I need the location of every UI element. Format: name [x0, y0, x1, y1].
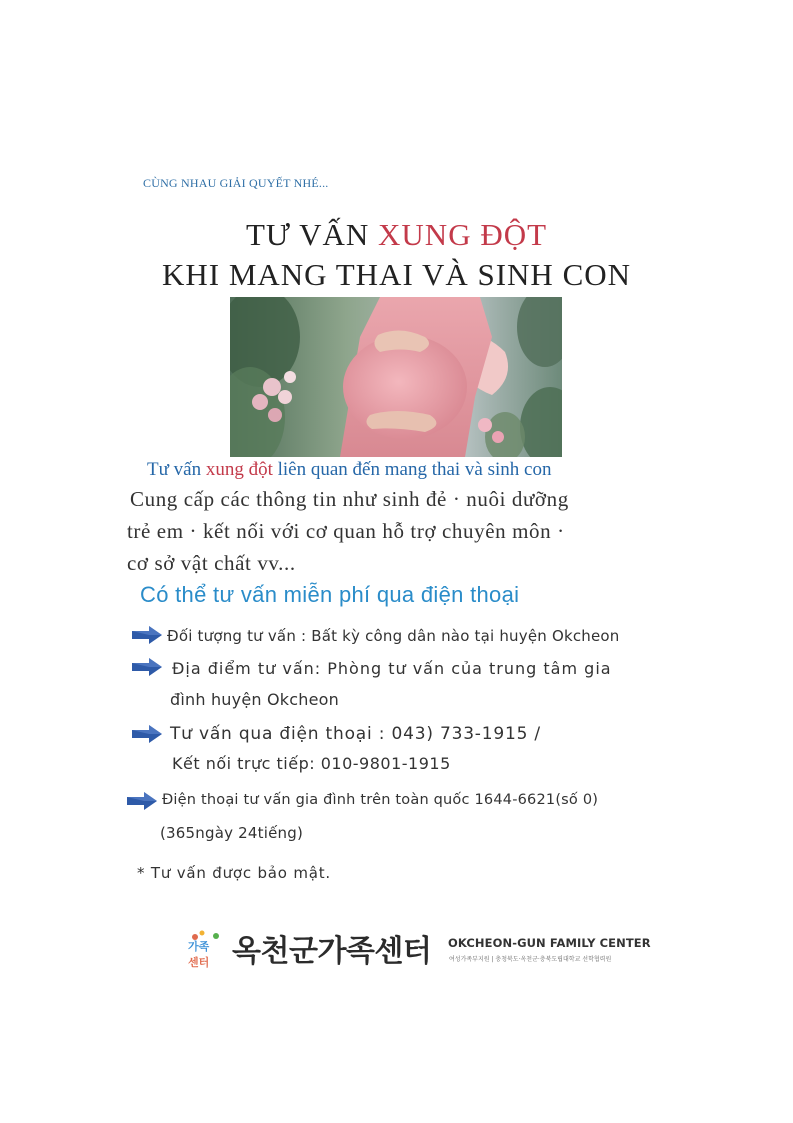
detail-location-line2: đình huyện Okcheon — [170, 690, 339, 709]
pregnant-woman-photo — [230, 297, 562, 457]
subhead-accent: xung đột — [205, 459, 273, 480]
detail-national-line2: (365ngày 24tiếng) — [160, 824, 303, 842]
title-line-1 — [0, 217, 793, 253]
detail-phone-line2: Kết nối trực tiếp: 010-9801-1915 — [172, 754, 451, 773]
body-line-1: Cung cấp các thông tin như sinh đẻ · nuôi dưỡng — [130, 487, 569, 511]
detail-phone-line1: Tư vấn qua điện thoại : 043) 733-1915 / — [170, 724, 541, 744]
title-part1: TƯ VẤN — [245, 217, 379, 252]
logo-korean-name: 옥천군가족센터 — [232, 934, 432, 969]
arrow-right-icon — [132, 725, 162, 747]
free-consultation-notice: Có thể tư vấn miễn phí qua điện thoại — [140, 582, 520, 607]
subhead-part2: liên quan đến mang thai và sinh con — [272, 459, 552, 480]
subhead-part1: Tư vấn — [147, 459, 206, 480]
title-line-2: KHI MANG THAI VÀ SINH CON — [161, 257, 632, 292]
body-line-2: trẻ em · kết nối với cơ quan hỗ trợ chuyên môn · — [127, 519, 565, 543]
logo-icon-text-top: 가족 — [188, 940, 210, 953]
logo-english-name: OKCHEON-GUN FAMILY CENTER — [448, 936, 651, 950]
detail-national-line1: Điện thoại tư vấn gia đình trên toàn quốc 1644-6621(số 0) — [162, 792, 599, 808]
logo-subtitle: 여성가족부지원 | 충청북도·옥천군·충북도립대학교 선학협력원 — [449, 956, 612, 963]
family-center-logo-icon — [185, 928, 227, 970]
detail-target: Đối tượng tư vấn : Bất kỳ công dân nào tại huyện Okcheon — [167, 627, 620, 645]
logo-icon-text-bottom: 센터 — [188, 956, 210, 969]
arrow-right-icon — [127, 792, 157, 814]
arrow-right-icon — [132, 658, 162, 680]
arrow-right-icon — [132, 626, 162, 648]
eyebrow-text: CÙNG NHAU GIẢI QUYẾT NHÉ... — [143, 176, 329, 190]
title-accent: XUNG ĐỘT — [378, 217, 548, 252]
body-line-3: cơ sở vật chất vv... — [127, 551, 296, 575]
intro-subhead — [147, 459, 551, 481]
detail-location-line1: Địa điểm tư vấn: Phòng tư vấn của trung tâm gia — [172, 659, 612, 678]
confidentiality-note: * Tư vấn được bảo mật. — [137, 864, 331, 882]
